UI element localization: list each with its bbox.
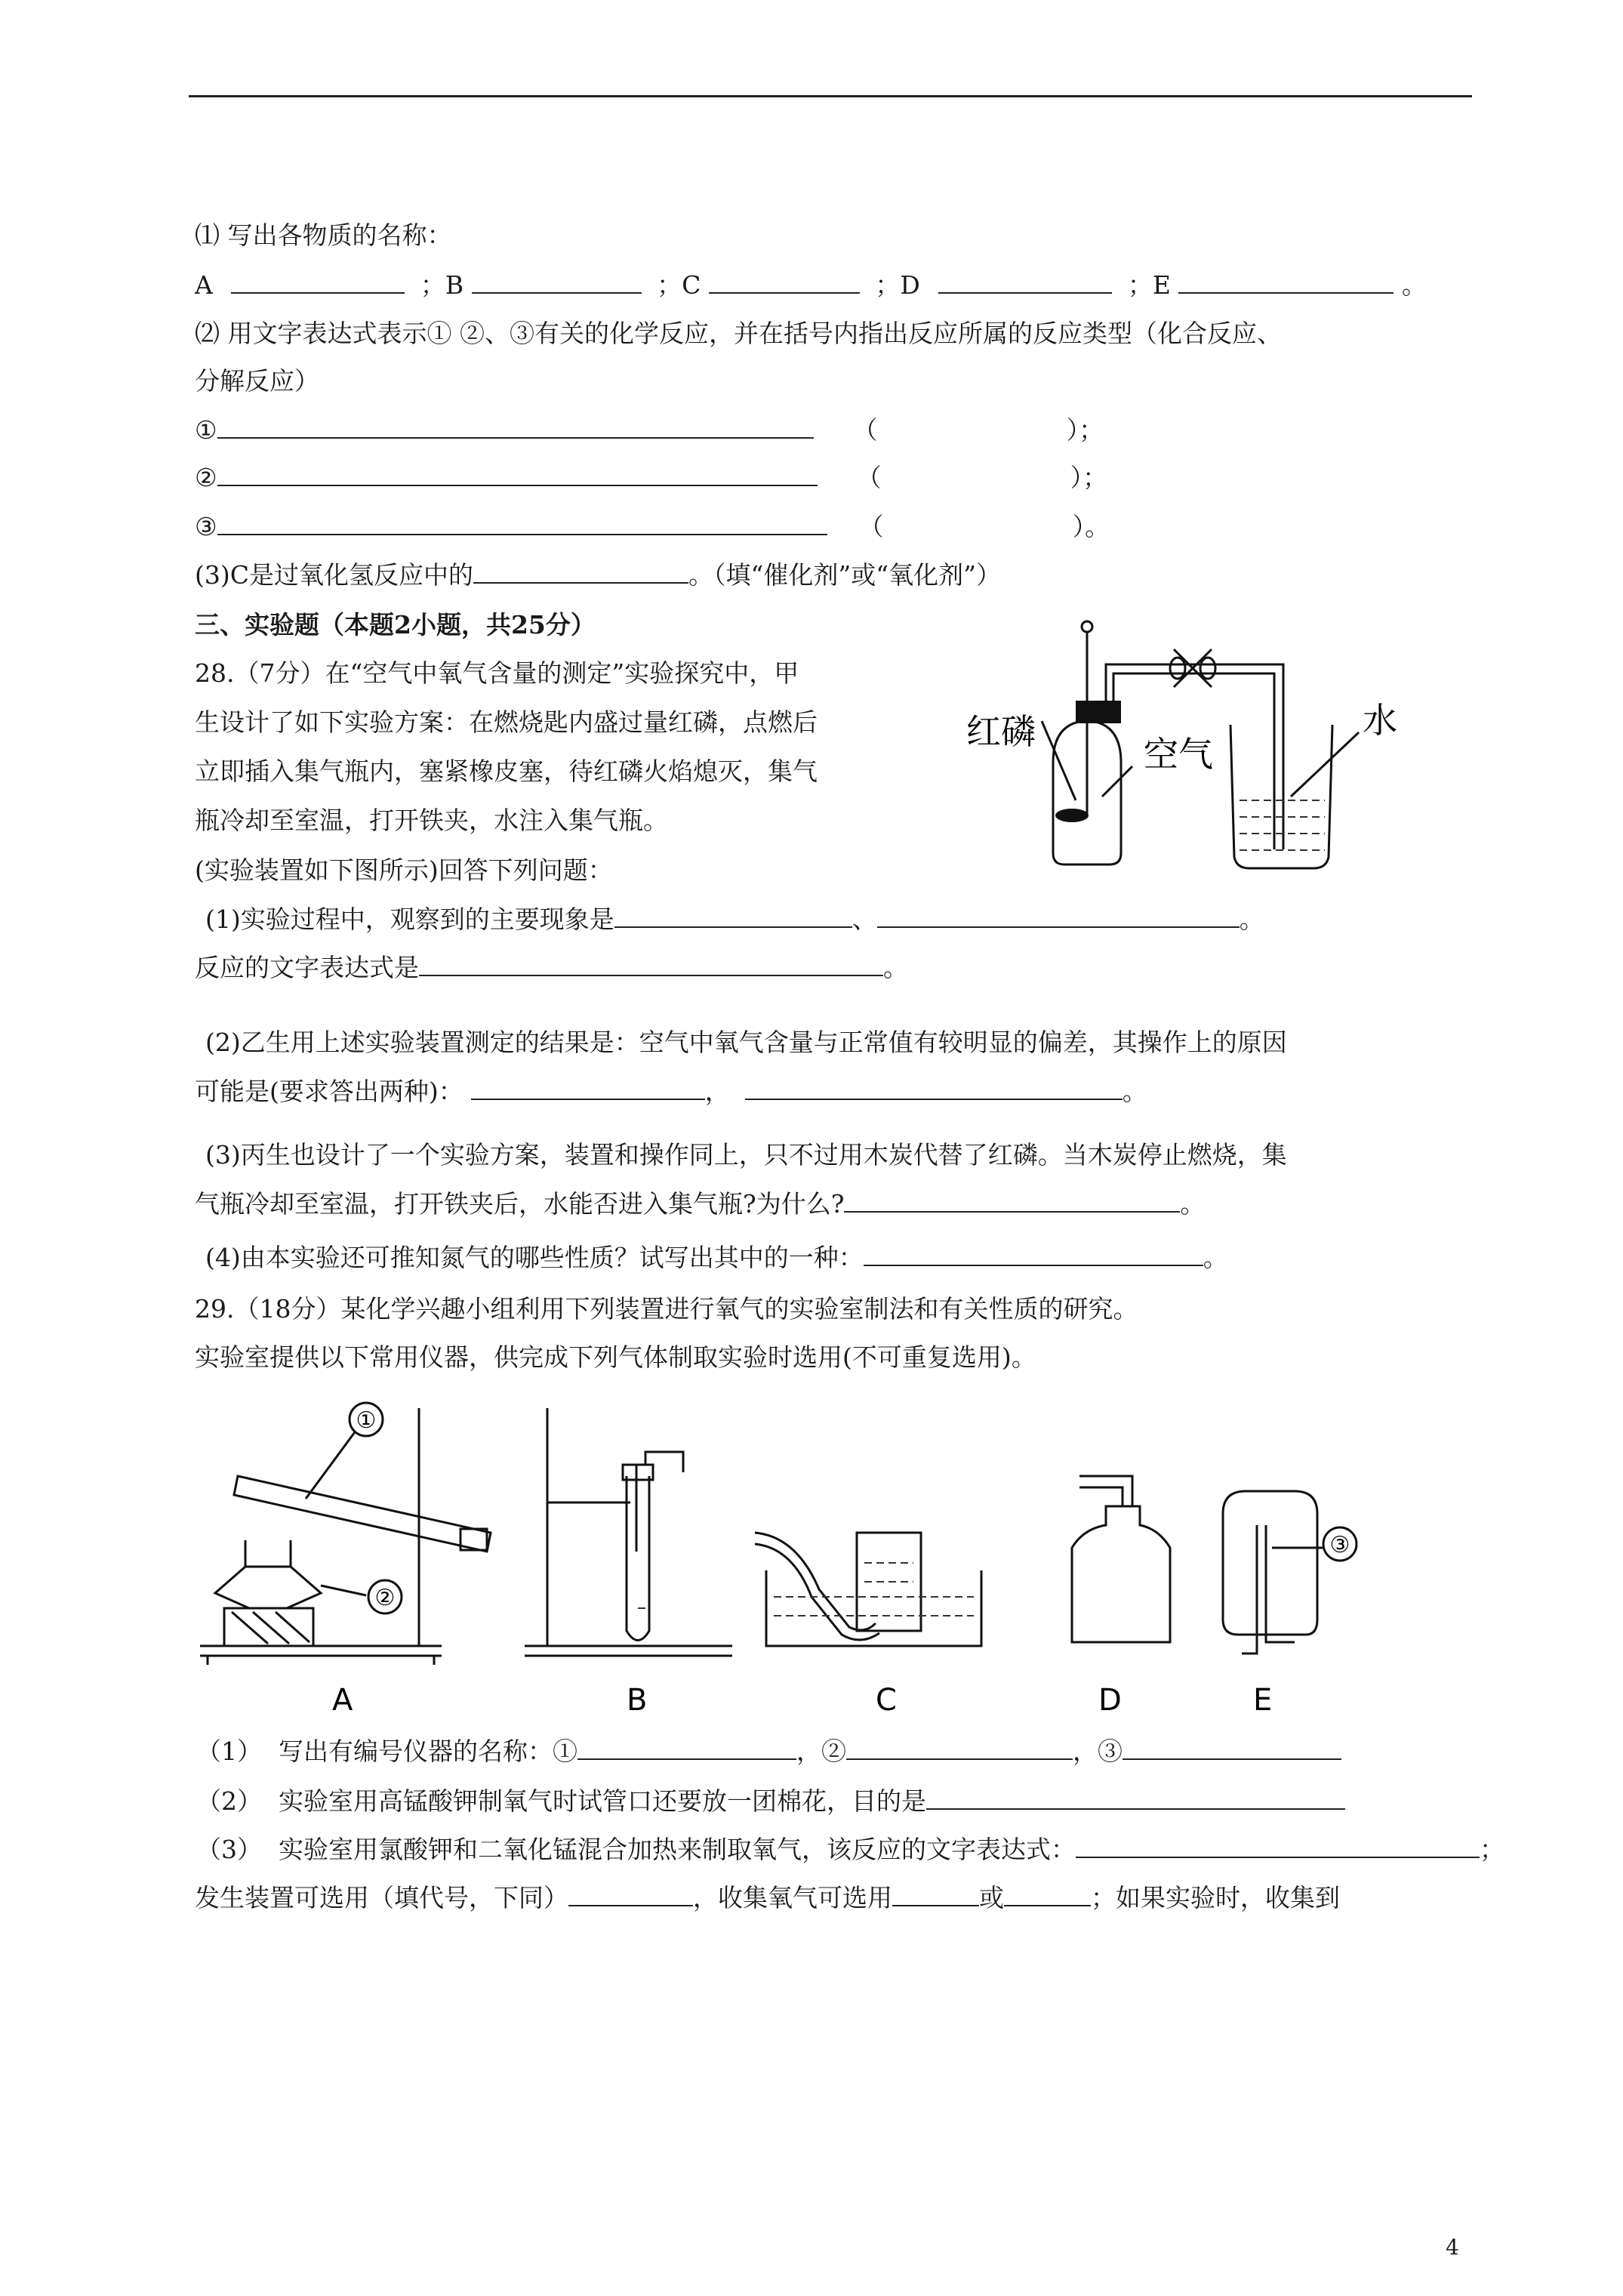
item-number: （3） xyxy=(196,1835,262,1864)
label-c: ；C xyxy=(657,270,701,300)
q29-sub3b-post: ；如果实验时，收集到 xyxy=(1091,1883,1340,1912)
answer-blank-e[interactable] xyxy=(1178,270,1394,294)
reaction-blank-3[interactable] xyxy=(217,511,827,535)
answer-blank-a[interactable] xyxy=(231,270,405,294)
period: 。 xyxy=(883,953,908,982)
instrument-blank-3[interactable] xyxy=(1123,1736,1341,1760)
period: 。 xyxy=(1122,1077,1147,1106)
paren-close: ）。 xyxy=(1072,512,1110,541)
label-red-phosphorus: 红磷 xyxy=(966,711,1036,752)
q27-part2-cont: 分解反应） xyxy=(195,366,319,396)
collector-blank-2[interactable] xyxy=(1004,1882,1091,1906)
gas-bottle-e xyxy=(1223,1491,1317,1635)
label-d: ；D xyxy=(875,270,920,300)
answer-blank-d[interactable] xyxy=(938,270,1112,294)
figure-label-b: B xyxy=(627,1683,648,1718)
period: 。 xyxy=(1203,1243,1228,1272)
q29-sub3-text: 实验室用氯酸钾和二氧化锰混合加热来制取氧气，该反应的文字表达式： xyxy=(279,1835,1076,1864)
q27-part3-hint: 。（填“催化剂”或“氧化剂”） xyxy=(688,560,1001,590)
type-blank-3[interactable] xyxy=(884,511,1073,535)
q29-sub3 xyxy=(196,1833,1504,1866)
reaction-blank-1[interactable] xyxy=(217,415,814,439)
circled-3: ③ xyxy=(195,512,217,541)
header-rule xyxy=(189,95,1472,97)
label-e: ；E xyxy=(1127,270,1171,300)
figure-label-a: A xyxy=(332,1683,353,1718)
instrument-blank-1[interactable] xyxy=(577,1736,796,1760)
item-number: （1） xyxy=(196,1737,262,1766)
nitrogen-blank[interactable] xyxy=(864,1242,1203,1266)
q28-sub4-text: (4)由本实验还可推知氮气的哪些性质？试写出其中的一种： xyxy=(205,1243,864,1272)
q29-sub1-text: 写出有编号仪器的名称：① xyxy=(279,1737,577,1766)
equation-blank[interactable] xyxy=(419,952,883,976)
q28-sub2b-text: 可能是(要求答出两种)： xyxy=(195,1077,463,1106)
answer-blank-b[interactable] xyxy=(472,270,642,294)
q27-part1-title: ⑴ 写出各物质的名称： xyxy=(195,220,452,250)
gas-bottle-d xyxy=(1072,1506,1170,1642)
instrument-blank-2[interactable] xyxy=(846,1736,1073,1760)
q27-part3-text: (3)C是过氧化氢反应中的 xyxy=(195,560,473,590)
label-air: 空气 xyxy=(1144,734,1213,775)
figure-label-d: D xyxy=(1098,1683,1122,1718)
q28-sub1-text: (1)实验过程中，观察到的主要现象是 xyxy=(205,905,614,934)
q28-sub2a: (2)乙生用上述实验装置测定的结果是：空气中氧气含量与正常值有较明显的偏差，其操作上的原因 xyxy=(205,1028,1287,1057)
test-tube-a xyxy=(234,1476,491,1552)
q28-sub1b xyxy=(195,951,908,985)
period: 。 xyxy=(1401,270,1427,300)
q29-sub: 实验室提供以下常用仪器，供完成下列气体制取实验时选用(不可重复选用)。 xyxy=(195,1342,1036,1372)
q28-intro-1: 28.（7分）在“空气中氧气含量的测定”实验探究中，甲 xyxy=(195,658,799,688)
reaction-blank-2[interactable] xyxy=(217,462,818,486)
q28-sub2b xyxy=(195,1075,1147,1108)
period: 。 xyxy=(1239,905,1264,934)
paren-open: （ xyxy=(858,512,884,541)
q29-sub1 xyxy=(196,1735,1341,1768)
lab-apparatus-figure xyxy=(192,1393,1370,1725)
generator-blank[interactable] xyxy=(568,1882,693,1906)
separator: 、 xyxy=(852,905,877,934)
semicolon: ； xyxy=(1480,1835,1504,1864)
paren-close: ）； xyxy=(1066,415,1104,445)
label-a: A xyxy=(195,270,213,300)
charcoal-blank[interactable] xyxy=(844,1188,1180,1213)
q29-sub3b xyxy=(195,1881,1340,1915)
reason-blank-2[interactable] xyxy=(745,1076,1123,1100)
marker-2-label: ② xyxy=(374,1585,396,1611)
q27-names-row xyxy=(195,269,1427,302)
q29-sub2 xyxy=(196,1785,1345,1818)
label-water: 水 xyxy=(1363,700,1397,741)
combustion-spoon xyxy=(1055,809,1089,822)
circled-1: ① xyxy=(195,415,217,445)
collector-blank-1[interactable] xyxy=(892,1882,979,1906)
paren-open: （ xyxy=(856,463,882,492)
separator: ， xyxy=(704,1077,730,1106)
circled-2: ② xyxy=(195,463,217,492)
or-text: 或 xyxy=(979,1883,1004,1912)
marker-1-label: ① xyxy=(356,1407,377,1434)
q29-sub3b-mid: ，收集氧气可选用 xyxy=(693,1883,892,1912)
cotton-purpose-blank[interactable] xyxy=(926,1786,1345,1810)
q28-intro-3: 立即插入集气瓶内，塞紧橡皮塞，待红磷火焰熄灭，集气 xyxy=(195,757,818,786)
page-number: 4 xyxy=(1446,2235,1459,2260)
figure-label-c: C xyxy=(876,1683,897,1718)
q28-intro-4: 瓶冷却至室温，打开铁夹，水注入集气瓶。 xyxy=(195,806,668,835)
q27-part3 xyxy=(195,559,1001,592)
phenomenon-blank-1[interactable] xyxy=(614,904,852,928)
paren-close: ）； xyxy=(1070,463,1108,492)
q28-sub1 xyxy=(205,903,1264,936)
marker-3-label: ③ xyxy=(1329,1532,1350,1558)
catalyst-blank[interactable] xyxy=(473,559,688,584)
q28-sub1b-text: 反应的文字表达式是 xyxy=(195,953,419,982)
type-blank-2[interactable] xyxy=(882,462,1070,486)
q28-intro-2: 生设计了如下实验方案：在燃烧匙内盛过量红磷，点燃后 xyxy=(195,707,818,737)
item-number: （2） xyxy=(196,1786,262,1816)
test-tube-b xyxy=(627,1476,649,1641)
water-trough xyxy=(766,1570,981,1646)
q27-part2-title: ⑵ 用文字表达式表示① ②、③有关的化学反应，并在括号内指出反应所属的反应类型（化合反应、 xyxy=(195,319,1282,348)
reaction-row-2 xyxy=(195,461,1107,495)
kclo3-equation-blank[interactable] xyxy=(1076,1834,1480,1858)
reaction-row-3 xyxy=(195,510,1110,544)
figure-label-e: E xyxy=(1253,1683,1273,1718)
type-blank-1[interactable] xyxy=(878,415,1067,439)
q28-sub3b xyxy=(195,1188,1205,1221)
q28-sub4 xyxy=(205,1241,1228,1274)
q28-setup: (实验装置如下图所示)回答下列问题： xyxy=(195,855,613,885)
paren-open: （ xyxy=(852,415,878,445)
period: 。 xyxy=(1180,1189,1206,1219)
phosphorus-apparatus-figure xyxy=(959,612,1427,880)
q28-sub3b-text: 气瓶冷却至室温，打开铁夹后，水能否进入集气瓶?为什么? xyxy=(195,1189,845,1219)
section-title: 三、实验题（本题2小题，共25分） xyxy=(195,610,596,639)
answer-blank-c[interactable] xyxy=(709,270,860,294)
rubber-stopper xyxy=(1076,701,1121,723)
q29-title: 29.（18分）某化学兴趣小组利用下列装置进行氧气的实验室制法和有关性质的研究。 xyxy=(195,1294,1138,1324)
alcohol-lamp xyxy=(215,1567,321,1608)
q29-sub3b-text: 发生装置可选用（填代号，下同） xyxy=(195,1883,568,1912)
separator: ，③ xyxy=(1073,1737,1123,1766)
reaction-row-1 xyxy=(195,414,1104,447)
label-b: ；B xyxy=(420,270,464,300)
separator: ，② xyxy=(796,1737,846,1766)
phenomenon-blank-2[interactable] xyxy=(877,904,1240,928)
reason-blank-1[interactable] xyxy=(471,1076,705,1100)
q29-sub2-text: 实验室用高锰酸钾制氧气时试管口还要放一团棉花，目的是 xyxy=(279,1786,926,1816)
q28-sub3a: (3)丙生也设计了一个实验方案，装置和操作同上，只不过用木炭代替了红磷。当木炭停止燃烧，集 xyxy=(205,1140,1287,1170)
